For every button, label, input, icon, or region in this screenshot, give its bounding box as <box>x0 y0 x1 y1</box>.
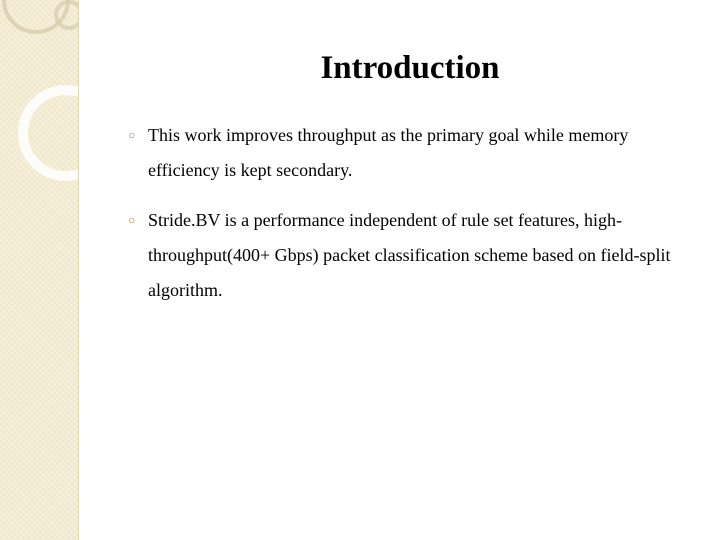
bullet-text: Stride.BV is a performance independent of rule set features, high-throughput(400+ Gbps) packet classification scheme based on field-split algorithm. <box>148 210 671 300</box>
list-item <box>128 118 703 188</box>
list-item <box>128 203 703 308</box>
decorative-side-panel <box>0 0 79 540</box>
bullet-icon: ○ <box>128 213 136 227</box>
bullet-text: This work improves throughput as the primary goal while memory efficiency is kept secondary. <box>148 125 629 180</box>
bullet-list <box>128 118 703 323</box>
decorative-ring-icon <box>54 0 79 30</box>
bullet-icon: ○ <box>128 128 136 142</box>
decorative-ring-icon <box>18 85 79 181</box>
slide-title: Introduction <box>320 50 500 86</box>
